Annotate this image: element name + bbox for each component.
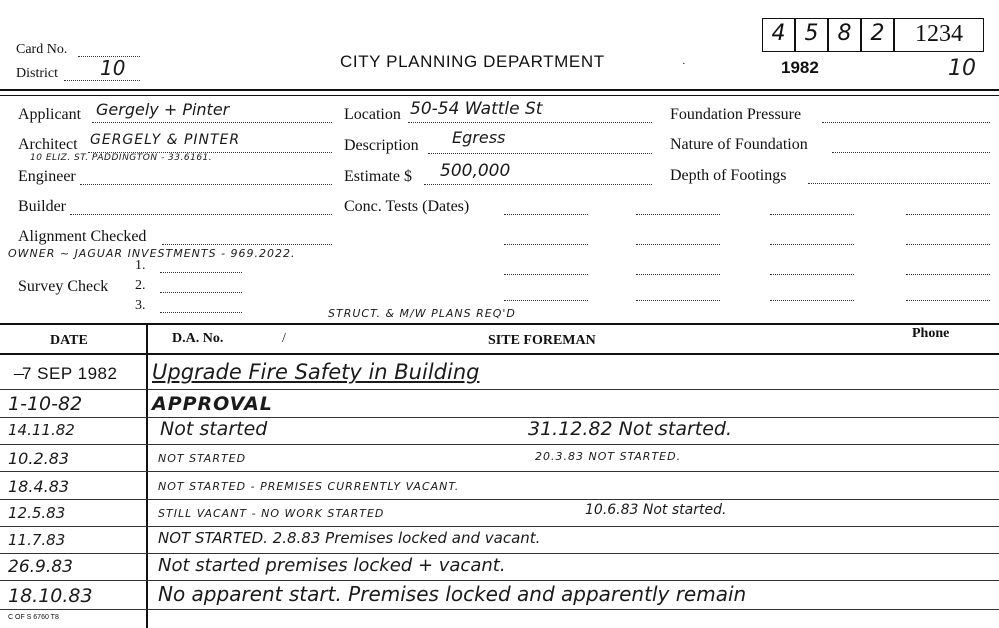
alignment-line bbox=[162, 244, 332, 245]
applicant-value: Gergely + Pinter bbox=[96, 100, 230, 119]
district-line bbox=[64, 80, 140, 81]
district-value: 10 bbox=[100, 56, 126, 80]
conc-line bbox=[636, 274, 720, 275]
row-9-date: 18.10.83 bbox=[8, 585, 93, 607]
architect-label: Architect bbox=[18, 136, 78, 153]
nature-of-foundation-line bbox=[832, 152, 990, 153]
row-3-date: 14.11.82 bbox=[8, 421, 75, 439]
conc-line bbox=[770, 214, 854, 215]
row-rule bbox=[0, 417, 999, 418]
survey-line-1 bbox=[160, 272, 242, 273]
owner-note: OWNER ~ JAGUAR INVESTMENTS - 969.2022. bbox=[8, 247, 296, 260]
row-9-entry: No apparent start. Premises locked and apparently remain bbox=[158, 582, 747, 606]
col-phone-header: Phone bbox=[912, 326, 950, 341]
alignment-label: Alignment Checked bbox=[18, 228, 147, 245]
survey-line-2 bbox=[160, 292, 242, 293]
margin-mark: · bbox=[682, 58, 686, 70]
conc-line bbox=[906, 274, 990, 275]
row-5-date: 18.4.83 bbox=[8, 477, 70, 496]
card-box-3: 8 bbox=[828, 18, 861, 52]
conc-line bbox=[770, 274, 854, 275]
estimate-value: 500,000 bbox=[440, 161, 511, 181]
row-1-date: 7 SEP 1982 bbox=[22, 364, 118, 383]
card-box-4: 2 bbox=[861, 18, 894, 52]
estimate-label: Estimate $ bbox=[344, 168, 412, 185]
plans-note: STRUCT. & M/W PLANS REQ'D bbox=[328, 307, 516, 320]
survey-label: Survey Check bbox=[18, 278, 109, 295]
row-8-entry: Not started premises locked + vacant. bbox=[158, 555, 506, 576]
row-6-entry-2: 10.6.83 Not started. bbox=[585, 502, 727, 518]
card-box-2: 5 bbox=[795, 18, 828, 52]
row-rule bbox=[0, 499, 999, 500]
header-rule bbox=[0, 89, 999, 91]
row-rule bbox=[0, 526, 999, 527]
foundation-pressure-line bbox=[822, 122, 990, 123]
card-number-box: 1234 bbox=[894, 18, 984, 52]
estimate-line bbox=[424, 184, 652, 185]
survey-item-3: 3. bbox=[135, 298, 146, 313]
row-6-entry: STILL VACANT - NO WORK STARTED bbox=[158, 507, 385, 520]
row-2-date: 1-10-82 bbox=[8, 393, 83, 415]
district-label: District bbox=[16, 66, 58, 81]
applicant-label: Applicant bbox=[18, 106, 82, 123]
conc-line bbox=[906, 300, 990, 301]
row-3-entry-2: 31.12.82 Not started. bbox=[528, 418, 733, 440]
table-header-rule bbox=[0, 353, 999, 355]
conc-line bbox=[636, 244, 720, 245]
row-rule bbox=[0, 553, 999, 554]
survey-item-1: 1. bbox=[135, 258, 146, 273]
conc-line bbox=[504, 300, 588, 301]
row-rule bbox=[0, 609, 999, 610]
engineer-label: Engineer bbox=[18, 168, 76, 185]
row-2-entry: APPROVAL bbox=[152, 393, 273, 415]
row-rule bbox=[0, 580, 999, 581]
conc-line bbox=[636, 300, 720, 301]
description-label: Description bbox=[344, 137, 419, 154]
conc-line bbox=[504, 244, 588, 245]
row-1-entry: Upgrade Fire Safety in Building bbox=[152, 360, 480, 384]
nature-of-foundation-label: Nature of Foundation bbox=[670, 136, 808, 153]
table-date-divider bbox=[146, 323, 148, 628]
row-3-entry: Not started bbox=[160, 418, 268, 440]
location-line bbox=[408, 122, 652, 123]
footer-code: C OF S 6760 T8 bbox=[8, 614, 59, 621]
architect-value: GERGELY & PINTER bbox=[90, 132, 241, 148]
survey-item-2: 2. bbox=[135, 278, 146, 293]
row-7-date: 11.7.83 bbox=[8, 531, 66, 549]
conc-line bbox=[770, 244, 854, 245]
survey-line-3 bbox=[160, 312, 242, 313]
year-label: 1982 bbox=[781, 58, 819, 77]
conc-line bbox=[504, 214, 588, 215]
card-no-label: Card No. bbox=[16, 42, 68, 57]
row-rule bbox=[0, 444, 999, 445]
page-title: CITY PLANNING DEPARTMENT bbox=[340, 52, 605, 71]
row-rule bbox=[0, 389, 999, 390]
row-4-entry-2: 20.3.83 NOT STARTED. bbox=[535, 450, 682, 463]
conc-line bbox=[770, 300, 854, 301]
description-line bbox=[428, 153, 652, 154]
header-rule-thin bbox=[0, 95, 999, 96]
row-5-entry: NOT STARTED - PREMISES CURRENTLY VACANT. bbox=[158, 480, 460, 493]
row-7-entry: NOT STARTED. 2.8.83 Premises locked and vacant. bbox=[158, 529, 541, 547]
location-label: Location bbox=[344, 106, 401, 123]
builder-label: Builder bbox=[18, 198, 66, 215]
col-foreman-header: SITE FOREMAN bbox=[488, 333, 596, 348]
row-rule bbox=[0, 471, 999, 472]
row-8-date: 26.9.83 bbox=[8, 557, 73, 577]
col-date-header: DATE bbox=[50, 333, 88, 348]
row-6-date: 12.5.83 bbox=[8, 504, 66, 522]
conc-line bbox=[906, 244, 990, 245]
table-top-rule bbox=[0, 323, 999, 325]
conc-line bbox=[636, 214, 720, 215]
engineer-line bbox=[80, 184, 332, 185]
row-4-date: 10.2.83 bbox=[8, 449, 70, 468]
architect-address: 10 ELIZ. ST. PADDINGTON - 33.6161. bbox=[30, 153, 213, 163]
depth-of-footings-label: Depth of Footings bbox=[670, 167, 787, 184]
conc-tests-label: Conc. Tests (Dates) bbox=[344, 198, 470, 215]
col-da-mark: / bbox=[282, 331, 286, 346]
row-1-dash: – bbox=[14, 362, 24, 384]
row-4-entry: NOT STARTED bbox=[158, 452, 247, 465]
foundation-pressure-label: Foundation Pressure bbox=[670, 106, 802, 123]
card-sub-number: 10 bbox=[948, 56, 976, 81]
applicant-line bbox=[92, 122, 332, 123]
location-value: 50-54 Wattle St bbox=[410, 99, 543, 119]
card-box-1: 4 bbox=[762, 18, 795, 52]
col-da-header: D.A. No. bbox=[172, 331, 224, 346]
conc-line bbox=[906, 214, 990, 215]
conc-line bbox=[504, 274, 588, 275]
depth-of-footings-line bbox=[808, 183, 990, 184]
builder-line bbox=[70, 214, 332, 215]
description-value: Egress bbox=[452, 128, 506, 147]
